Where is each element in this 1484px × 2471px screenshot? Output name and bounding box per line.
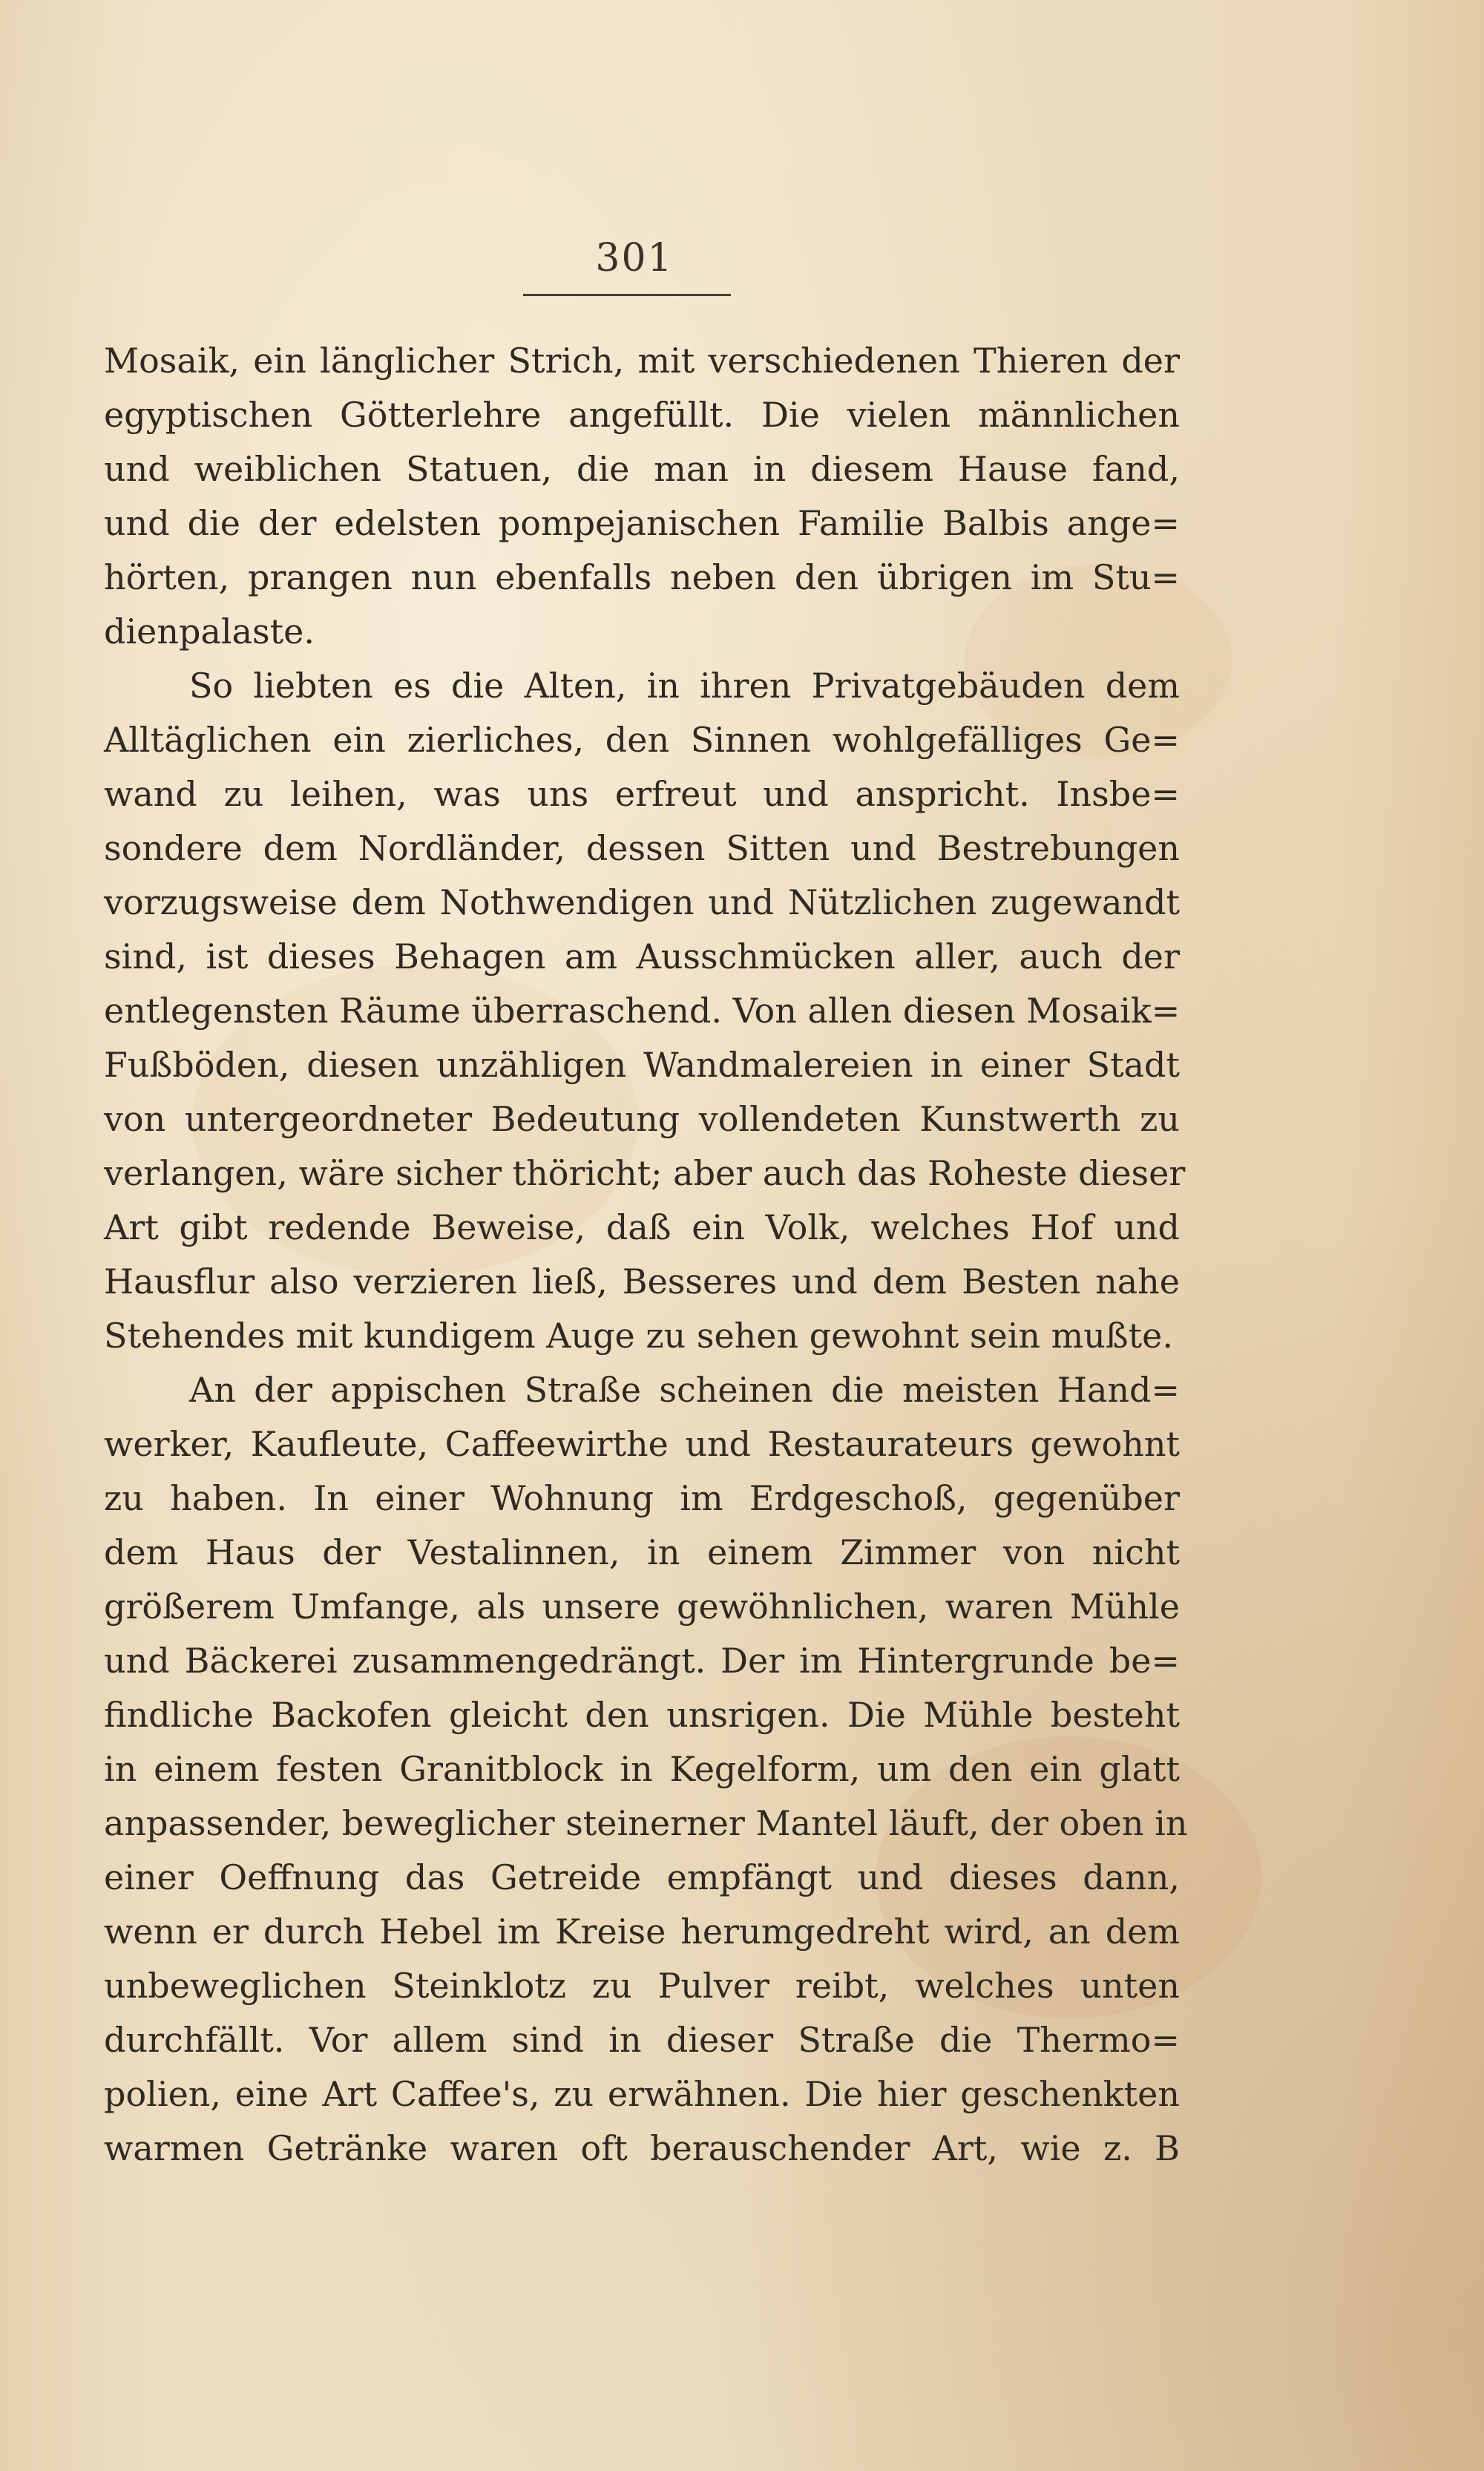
text-line: Hausflur also verzieren ließ, Besseres und dem Besten nahe <box>104 1261 1180 1302</box>
text-line: sondere dem Nordländer, dessen Sitten und Bestrebungen <box>104 828 1180 868</box>
text-line: und weiblichen Statuen, die man in diesem Hause fand, <box>104 449 1180 489</box>
header-rule <box>523 294 731 296</box>
paragraph-3 <box>104 1363 1188 2176</box>
text-line: dienpalaste. <box>104 611 315 652</box>
text-line: So liebten es die Alten, in ihren Privatgebäuden dem <box>189 666 1180 706</box>
text-line: Stehendes mit kundigem Auge zu sehen gewohnt sein mußte. <box>104 1316 1173 1356</box>
text-line: von untergeordneter Bedeutung vollendeten Kunstwerth zu <box>104 1099 1180 1139</box>
text-line: vorzugsweise dem Nothwendigen und Nützlichen zugewandt <box>104 882 1180 922</box>
text-line: wand zu leihen, was uns erfreut und anspricht. Insbe= <box>104 774 1180 814</box>
text-line: warmen Getränke waren oft berauschender Art, wie z. B <box>104 2128 1180 2168</box>
paragraph-2 <box>104 659 1186 1363</box>
text-line: egyptischen Götterlehre angefüllt. Die vielen männlichen <box>104 395 1180 435</box>
text-line: sind, ist dieses Behagen am Ausschmücken aller, auch der <box>104 936 1180 977</box>
text-line: in einem festen Granitblock in Kegelform, um den ein glatt <box>104 1749 1180 1789</box>
text-line: und Bäckerei zusammengedrängt. Der im Hintergrunde be= <box>104 1641 1180 1681</box>
text-line: polien, eine Art Caffee's, zu erwähnen. Die hier geschenkten <box>104 2074 1180 2114</box>
body-text <box>104 334 1188 2176</box>
text-line: durchfällt. Vor allem sind in dieser Straße die Thermo= <box>104 2020 1180 2060</box>
paragraph-1 <box>104 334 1180 659</box>
text-line: Alltäglichen ein zierliches, den Sinnen wohlgefälliges Ge= <box>104 720 1180 760</box>
text-line: Fußböden, diesen unzähligen Wandmalereien in einer Stadt <box>104 1045 1180 1085</box>
text-line: An der appischen Straße scheinen die meisten Hand= <box>189 1370 1180 1410</box>
text-line: dem Haus der Vestalinnen, in einem Zimmer von nicht <box>104 1532 1180 1572</box>
text-line: anpassender, beweglicher steinerner Mantel läuft, der oben in <box>104 1803 1188 1843</box>
text-line: größerem Umfange, als unsere gewöhnlichen, waren Mühle <box>104 1586 1180 1627</box>
page-number: 301 <box>595 236 674 280</box>
text-line: zu haben. In einer Wohnung im Erdgeschoß, gegenüber <box>104 1478 1180 1518</box>
text-line: hörten, prangen nun ebenfalls neben den übrigen im Stu= <box>104 557 1180 597</box>
text-line: einer Oeffnung das Getreide empfängt und dieses dann, <box>104 1857 1180 1897</box>
text-line: verlangen, wäre sicher thöricht; aber auch das Roheste dieser <box>104 1153 1186 1193</box>
text-line: findliche Backofen gleicht den unsrigen. Die Mühle besteht <box>104 1695 1180 1735</box>
text-line: und die der edelsten pompejanischen Familie Balbis ange= <box>104 503 1180 543</box>
text-line: entlegensten Räume überraschend. Von allen diesen Mosaik= <box>104 991 1181 1031</box>
text-line: Mosaik, ein länglicher Strich, mit verschiedenen Thieren der <box>104 341 1180 381</box>
text-line: werker, Kaufleute, Caffeewirthe und Restaurateurs gewohnt <box>104 1424 1180 1464</box>
text-line: unbeweglichen Steinklotz zu Pulver reibt, welches unten <box>104 1966 1180 2006</box>
text-line: wenn er durch Hebel im Kreise herumgedreht wird, an dem <box>104 1912 1180 1952</box>
text-line: Art gibt redende Beweise, daß ein Volk, welches Hof und <box>104 1207 1180 1247</box>
